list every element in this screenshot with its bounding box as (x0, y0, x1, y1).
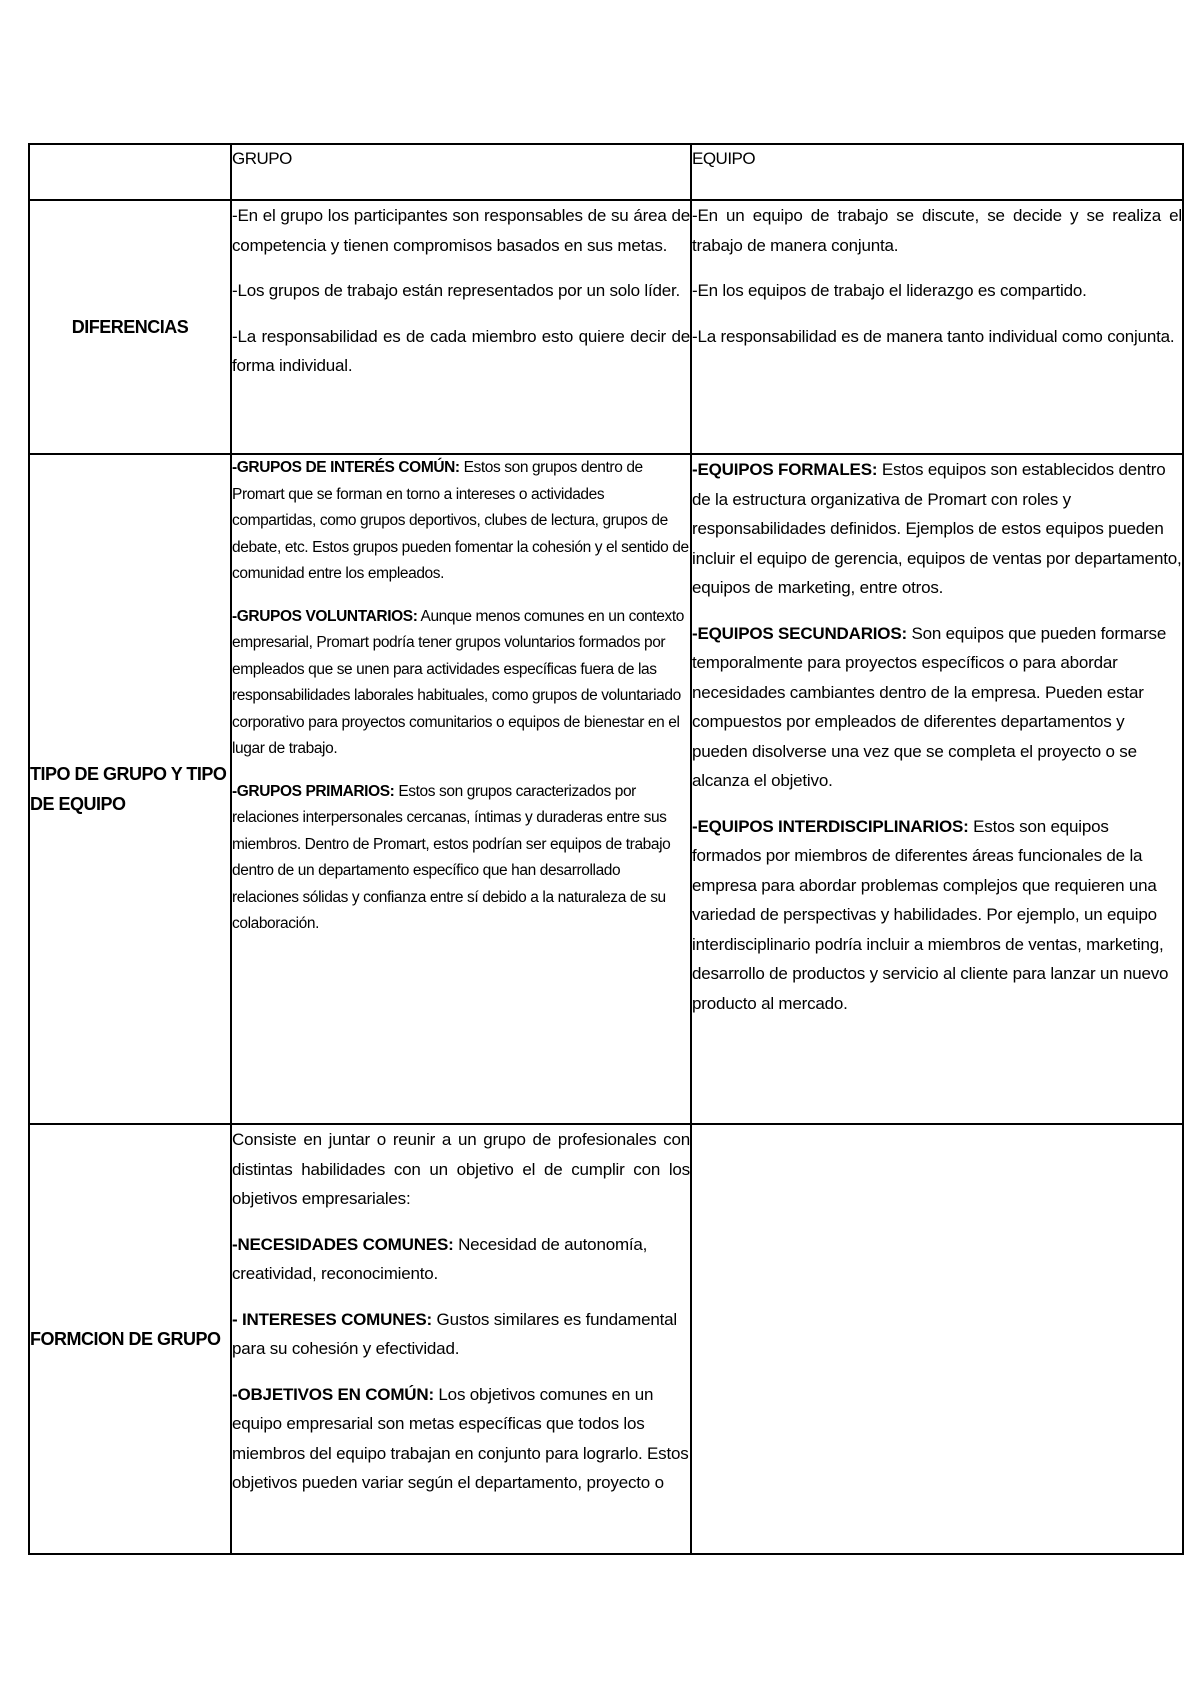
diferencias-grupo-p3: -La responsabilidad es de cada miembro esto quiere decir de forma individual. (232, 326, 690, 375)
diferencias-equipo-cell (691, 200, 1183, 454)
header-cell-grupo (231, 144, 691, 200)
formacion-item-3 (232, 1380, 690, 1498)
formacion-text-3: Los objetivos comunes en un equipo empresarial son metas específicas que todos los miembros del equipo trabajan en conjunto para lograrlo. Estos objetivos pueden variar según el departamento, proyecto o (232, 1384, 689, 1492)
formacion-title-1: -NECESIDADES COMUNES: (232, 1234, 454, 1254)
header-cell-equipo (691, 144, 1183, 200)
row-label-diferencias: DIFERENCIAS (29, 200, 231, 454)
tipo-equipo-text-1: Estos equipos son establecidos dentro de la estructura organizativa de Promart con roles y responsabilidades definidos. Ejemplos de estos equipos pueden incluir el equipo de gerencia, equipos de ventas por departamento, equipos de marketing, entre otros. (692, 460, 1182, 597)
row-label-tipo: TIPO DE GRUPO Y TIPO DE EQUIPO (29, 454, 231, 1124)
tipo-equipo-p3 (692, 812, 1182, 1019)
header-cell-empty (29, 144, 231, 200)
tipo-equipo-p2 (692, 619, 1182, 796)
tipo-equipo-title-2: -EQUIPOS SECUNDARIOS: (692, 623, 907, 643)
formacion-intro: Consiste en juntar o reunir a un grupo de profesionales con distintas habilidades con un objetivo el de cumplir con los objetivos empresariales: (232, 1130, 690, 1208)
tipo-grupo-p2 (232, 604, 690, 763)
formacion-item-1 (232, 1230, 690, 1289)
formacion-title-2: - INTERESES COMUNES: (232, 1309, 433, 1329)
tipo-grupo-title-2: -GRUPOS VOLUNTARIOS: (232, 607, 418, 625)
formacion-grupo-cell (231, 1124, 691, 1554)
tipo-grupo-title-1: -GRUPOS DE INTERÉS COMÚN: (232, 459, 460, 476)
header-row (29, 144, 1183, 200)
tipo-grupo-text-3: Estos son grupos caracterizados por relaciones interpersonales cercanas, íntimas y duraderas entre sus miembros. Dentro de Promart, estos podrían ser equipos de trabajo dentro de un departamento específico que han desarrollado relaciones sólidas y confianza entre sí debido a la naturaleza de su colaboración. (232, 782, 671, 932)
row-formacion (29, 1124, 1183, 1554)
tipo-grupo-p1 (232, 455, 690, 588)
formacion-title-3: -OBJETIVOS EN COMÚN: (232, 1384, 434, 1404)
formacion-text-2: Gustos similares es fundamental para su cohesión y efectividad. (232, 1309, 677, 1358)
row-diferencias (29, 200, 1183, 454)
tipo-grupo-title-3: -GRUPOS PRIMARIOS: (232, 782, 395, 800)
tipo-equipo-cell (691, 454, 1183, 1124)
formacion-grupo-content (232, 1125, 690, 1514)
diferencias-equipo-p2: -En los equipos de trabajo el liderazgo es compartido. (692, 281, 1087, 300)
header-grupo-label: GRUPO (232, 149, 292, 168)
diferencias-grupo-cell (231, 200, 691, 454)
tipo-grupo-text-1: Estos son grupos dentro de Promart que se forman en torno a intereses o actividades compartidas, como grupos deportivos, clubes de lectura, grupos de debate, etc. Estos grupos pueden fomentar la cohesión y el sentido de comunidad entre los empleados. (232, 459, 689, 582)
formacion-equipo-cell (691, 1124, 1183, 1554)
formacion-text-1: Necesidad de autonomía, creatividad, reconocimiento. (232, 1234, 648, 1283)
header-equipo-label: EQUIPO (692, 149, 756, 168)
diferencias-equipo-p1: -En un equipo de trabajo se discute, se decide y se realiza el trabajo de manera conjunta. (692, 206, 1182, 255)
comparison-table (28, 143, 1184, 1555)
header-col1-label (30, 145, 230, 149)
diferencias-grupo-p1: -En el grupo los participantes son responsables de su área de competencia y tienen compromisos basados en sus metas. (232, 206, 690, 255)
tipo-grupo-p3 (232, 779, 690, 938)
tipo-equipo-text-3: Estos son equipos formados por miembros de diferentes áreas funcionales de la empresa para abordar problemas complejos que requieren una variedad de perspectivas y habilidades. Por ejemplo, un equipo interdisciplinario podría incluir a miembros de ventas, marketing, desarrollo de productos y servicio al cliente para lanzar un nuevo producto al mercado. (692, 816, 1169, 1013)
tipo-grupo-text-2: Aunque menos comunes en un contexto empresarial, Promart podría tener grupos voluntarios formados por empleados que se unen para actividades específicas fuera de las responsabilidades laborales habituales, como grupos de voluntariado corporativo para proyectos comunitarios o equipos de bienestar en el lugar de trabajo. (232, 607, 684, 757)
diferencias-grupo-p2: -Los grupos de trabajo están representados por un solo líder. (232, 281, 681, 300)
diferencias-equipo-p3: -La responsabilidad es de manera tanto individual como conjunta. (692, 326, 1175, 346)
tipo-equipo-title-1: -EQUIPOS FORMALES: (692, 460, 878, 479)
row-tipo (29, 454, 1183, 1124)
tipo-grupo-cell (231, 454, 691, 1124)
row-label-formacion: FORMCION DE GRUPO (29, 1124, 231, 1554)
formacion-item-2 (232, 1305, 690, 1364)
tipo-equipo-p1 (692, 455, 1182, 603)
tipo-equipo-title-3: -EQUIPOS INTERDISCIPLINARIOS: (692, 816, 969, 836)
tipo-equipo-text-2: Son equipos que pueden formarse temporalmente para proyectos específicos o para abordar necesidades cambiantes dentro de la empresa. Pueden estar compuestos por empleados de diferentes departamentos y pueden disolverse una vez que se completa el proyecto o se alcanza el objetivo. (692, 623, 1167, 790)
